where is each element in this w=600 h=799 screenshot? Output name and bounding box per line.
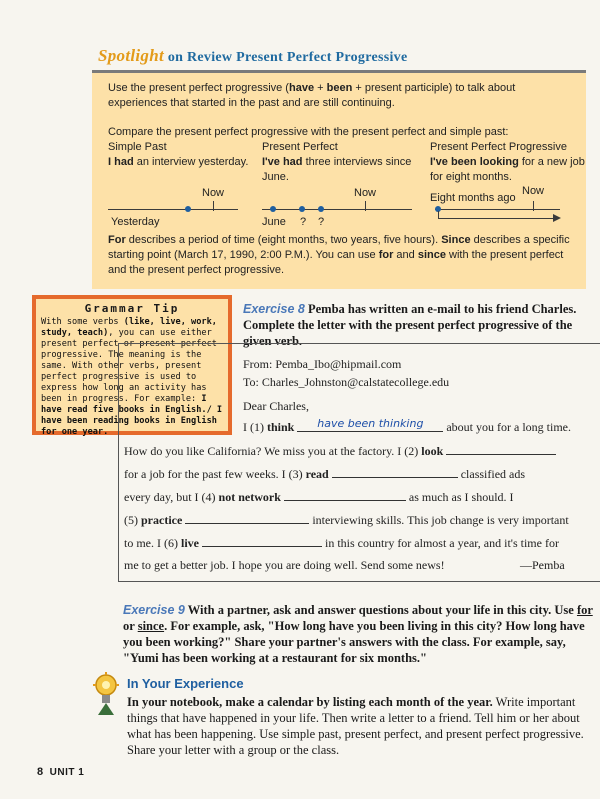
unit-label: UNIT 1 (49, 767, 85, 778)
in-your-experience-title: In Your Experience (127, 676, 244, 691)
timeline1-yesterday: Yesterday (111, 216, 160, 228)
spotlight-for-since: For describes a period of time (eight months, two years, five hours). Since describes a specific starting point (March 17, 1990, 2:00 P.M.). You can use for and since with the present perfect and the present perfect progressive. (108, 234, 570, 276)
spotlight-title-big: Spotlight (98, 46, 165, 65)
letter-line-1: I (1) think have been thinking about you for a long time. (243, 417, 571, 434)
grammar-tip-title: Grammar Tip (84, 302, 180, 315)
letter-line-5: (5) practice interviewing skills. This job change is very important (124, 513, 569, 527)
col3-head: Present Perfect Progressive (430, 141, 567, 153)
exercise-8-instructions: Exercise 8 Pemba has written an e-mail to his friend Charles. Complete the letter with the present perfect progressive of the given verb. (243, 302, 577, 348)
col2-example: I've had three interviews since June. (262, 156, 412, 183)
spotlight-title (98, 46, 408, 66)
lightbulb-icon (92, 672, 120, 716)
arrow-right-icon (553, 214, 561, 222)
letter-signature: —Pemba (520, 558, 565, 572)
timeline1-dot (185, 206, 191, 212)
timeline2-dot-1 (270, 206, 276, 212)
answer-6-field[interactable] (202, 535, 322, 547)
timeline2-now: Now (354, 187, 377, 199)
timeline2-line (262, 209, 412, 210)
timeline3-now: Now (522, 185, 545, 197)
answer-3-field[interactable] (332, 466, 458, 478)
answer-2-field[interactable] (446, 443, 556, 455)
col1-head: Simple Past (108, 141, 167, 153)
timeline2-now-tick (365, 201, 366, 211)
letter-line-3: for a job for the past few weeks. I (3) read classified ads (124, 467, 526, 481)
page-number: 8 (37, 766, 44, 778)
col1-example: I had an interview yesterday. (108, 156, 249, 168)
exercise-9-label: Exercise 9 (123, 603, 185, 617)
spotlight-box (92, 70, 586, 289)
letter-line-2: How do you like California? We miss you at the factory. I (2) look (124, 443, 556, 459)
grammar-tip-body: With some verbs (like, live, work, study, teach), you can use either present perfect or present perfect progressive. The meaning is the same. With other verbs, present perfect progressive is used to express how long an activity has been in progress. For example: I have read five books in English./ I have been reading books in English for one year. (41, 317, 223, 437)
spotlight-compare: Compare the present perfect progressive with the present perfect and simple past: (108, 126, 509, 138)
col3-example: I've been looking for a new job for eight months. (430, 156, 585, 183)
timeline3-now-tick (533, 201, 534, 211)
spotlight-title-rest: on Review Present Perfect Progressive (164, 50, 408, 65)
col2-head: Present Perfect (262, 141, 338, 153)
timeline3-arrow (438, 211, 559, 219)
timeline1-now: Now (202, 187, 225, 199)
timeline2-dot-3 (318, 206, 324, 212)
exercise-8-label: Exercise 8 (243, 302, 305, 316)
letter-line-4: every day, but I (4) not network as much as I should. I (124, 490, 514, 504)
answer-4-field[interactable] (284, 489, 406, 501)
timeline2-dot-2 (299, 206, 305, 212)
letter-to: To: Charles_Johnston@calstatecollege.edu (243, 375, 450, 389)
letter-line-6: to me. I (6) live in this country for almost a year, and it's time for (124, 536, 559, 550)
timeline2-june: June (262, 216, 286, 228)
letter-from: From: Pemba_Ibo@hipmail.com (243, 357, 402, 371)
timeline3-line (435, 209, 560, 210)
timeline2-q1: ? (300, 216, 307, 228)
timeline2-q2: ? (318, 216, 325, 228)
page-footer (37, 766, 84, 778)
letter-line-7: me to get a better job. I hope you are doing well. Send some news! (124, 558, 445, 572)
letter-greeting: Dear Charles, (243, 399, 309, 413)
timeline1-now-tick (213, 201, 214, 211)
spotlight-intro: Use the present perfect progressive (have + been + present participle) to talk about experiences that started in the past and are still continuing. (108, 82, 516, 109)
exercise-9: Exercise 9 With a partner, ask and answer questions about your life in this city. Use for or since. For example, ask, "How long have you been living in this city? How long have you been working?" Share your partner's answers with the class. For example, say, "Yumi has been working at a restaurant for six months." (123, 603, 593, 665)
timeline3-eight-months-ago: Eight months ago (430, 192, 516, 204)
answer-1-field[interactable]: have been thinking (297, 420, 443, 432)
answer-5-field[interactable] (185, 512, 309, 524)
timeline1-line (108, 209, 238, 210)
in-your-experience-body: In your notebook, make a calendar by listing each month of the year. Write important things that have happened in your life. Then write a letter to a friend. Tell him or her about what has been happening. Use simple past, present perfect, and present perfect progressive. Share your letter with a group or the class. (127, 695, 584, 757)
